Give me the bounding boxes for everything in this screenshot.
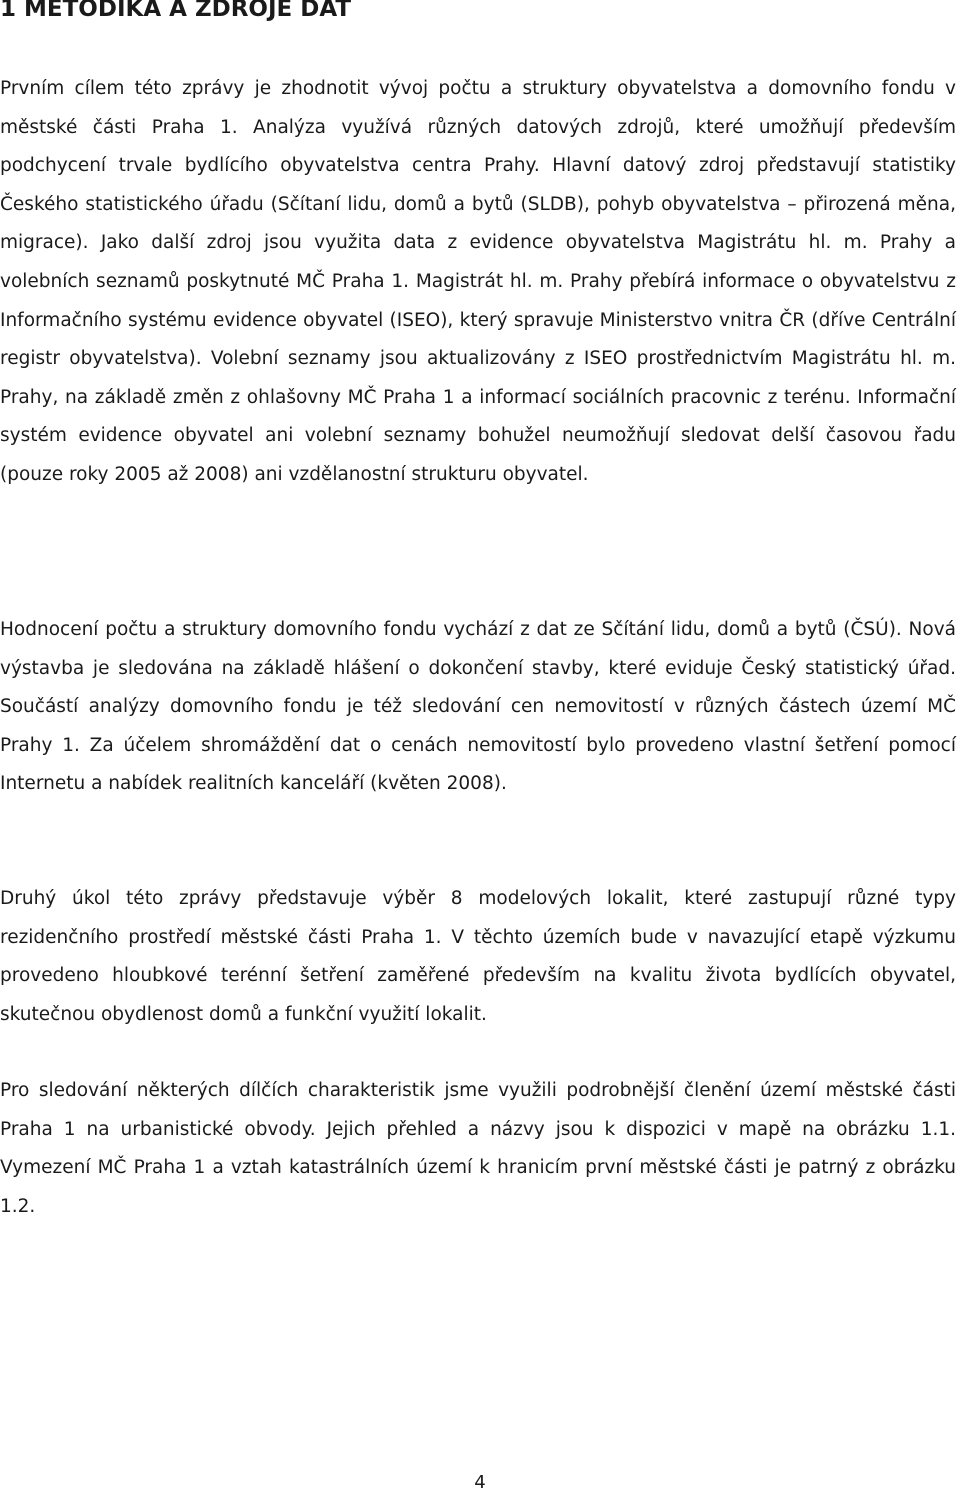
- section-heading: 1 METODIKA A ZDROJE DAT: [0, 0, 352, 22]
- paragraph-model-localities: Druhý úkol této zprávy představuje výběr 8 modelových lokalit, které zastupují různé typy rezidenčního prostředí městské části Praha 1. V těchto územích bude v navazující etapě výzkumu provedeno hloubkové terénní šetření zaměřené především na kvalitu života bydlících obyvatel, skutečnou obydlenost domů a funkční využití lokalit.: [0, 888, 956, 1025]
- page-number: 4: [474, 1472, 486, 1493]
- paragraph-housing-stock: Hodnocení počtu a struktury domovního fondu vychází z dat ze Sčítání lidu, domů a bytů (ČSÚ). Nová výstavba je sledována na základě hlášení o dokončení stavby, které eviduje Český statistický úřad. Součástí analýzy domovního fondu je též sledování cen nemovitostí v různých částech území MČ Prahy 1. Za účelem shromáždění dat o cenách nemovitostí bylo provedeno vlastní šetření pomocí Internetu a nabídek realitních kanceláří (květen 2008).: [0, 619, 956, 795]
- paragraph-urban-districts: Pro sledování některých dílčích charakteristik jsme využili podrobnější členění území městské části Praha 1 na urbanistické obvody. Jejich přehled a názvy jsou k dispozici v mapě na obrázku 1.1. Vymezení MČ Praha 1 a vztah katastrálních území k hranicím první městské části je patrný z obrázku 1.2.: [0, 1080, 956, 1217]
- paragraph-data-sources: Prvním cílem této zprávy je zhodnotit vývoj počtu a struktury obyvatelstva a domovního fondu v městské části Praha 1. Analýza využívá různých datových zdrojů, které umožňují především podchycení trvale bydlícího obyvatelstva centra Prahy. Hlavní datový zdroj představují statistiky Českého statistického úřadu (Sčítaní lidu, domů a bytů (SLDB), pohyb obyvatelstva – přirozená měna, migrace). Jako další zdroj jsou využita data z evidence obyvatelstva Magistrátu hl. m. Prahy a volebních seznamů poskytnuté MČ Praha 1. Magistrát hl. m. Prahy přebírá informace o obyvatelstvu z Informačního systému evidence obyvatel (ISEO), který spravuje Ministerstvo vnitra ČR (dříve Centrální registr obyvatelstva). Volební seznamy jsou aktualizovány z ISEO prostřednictvím Magistrátu hl. m. Prahy, na základě změn z ohlašovny MČ Praha 1 a informací sociálních pracovnic z terénu. Informační systém evidence obyvatel ani volební seznamy bohužel neumožňují sledovat delší časovou řadu (pouze roky 2005 až 2008) ani vzdělanostní strukturu obyvatel.: [0, 78, 956, 485]
